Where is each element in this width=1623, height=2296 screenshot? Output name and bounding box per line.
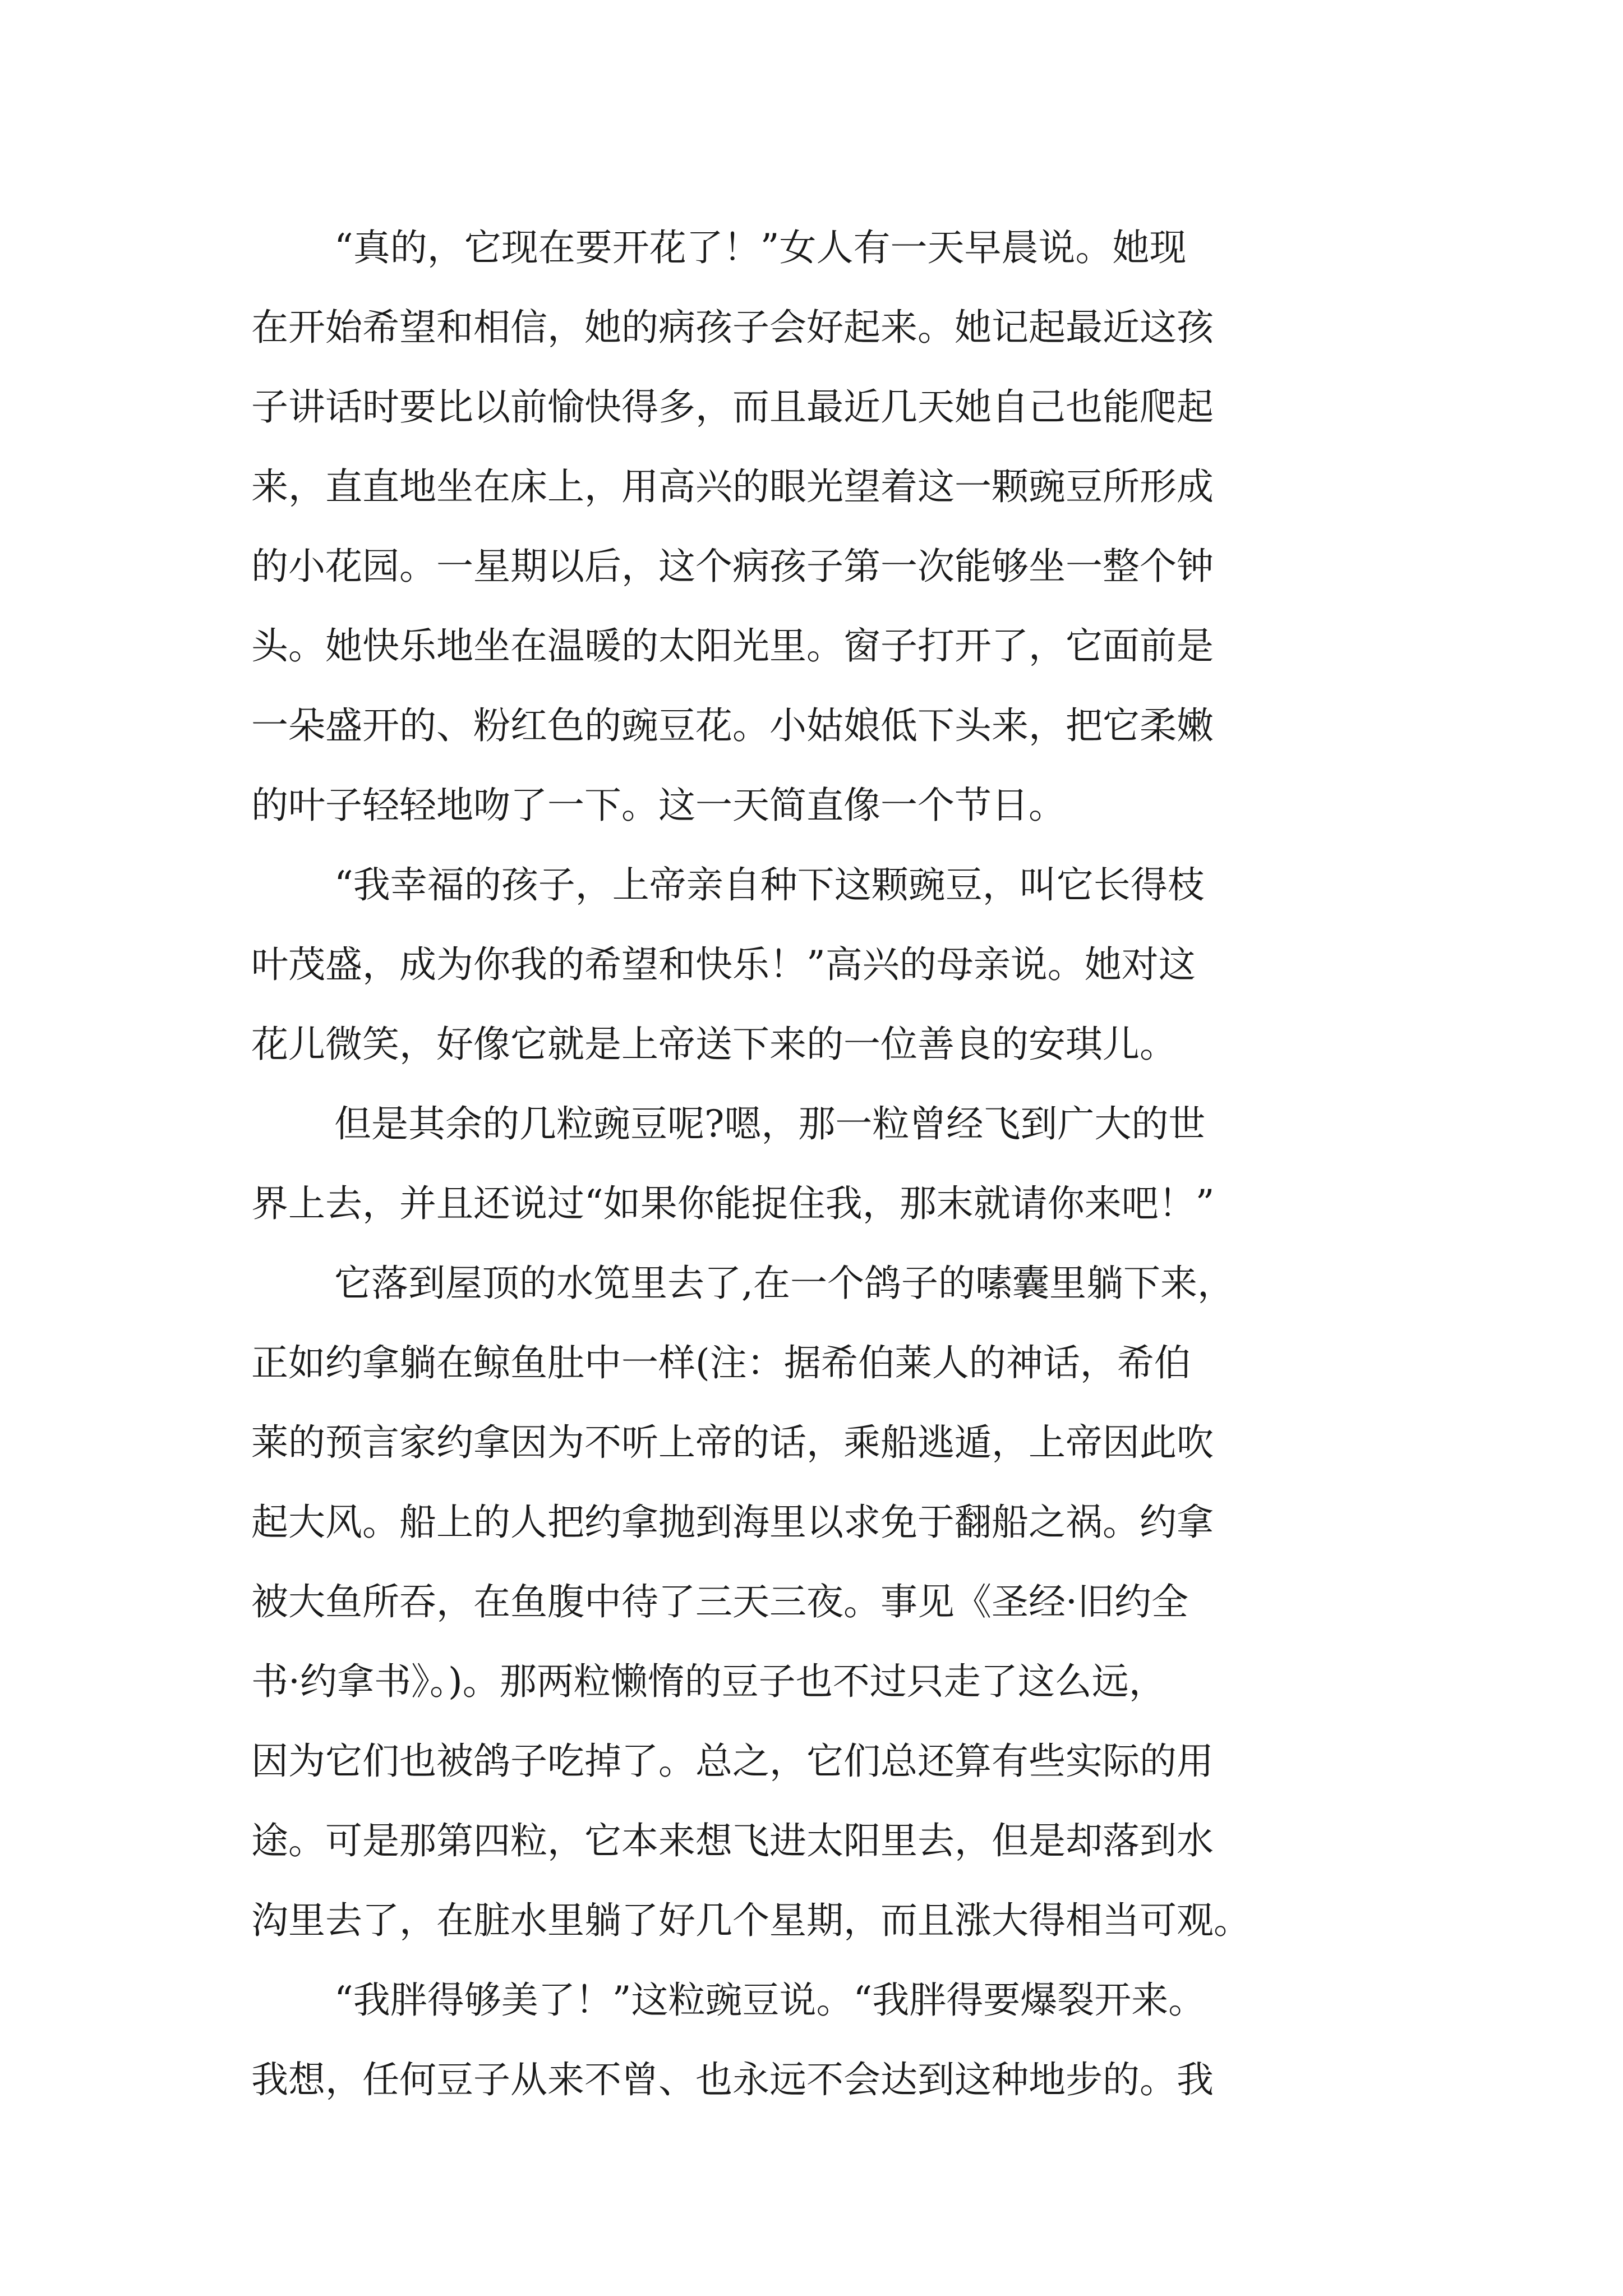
text-line: 途。可是那第四粒，它本来想飞进太阳里去，但是却落到水 [251,1819,1214,1862]
text-line: 莱的预言家约拿因为不听上帝的话，乘船逃遁，上帝因此吹 [251,1421,1214,1464]
text-line: 它落到屋顶的水笕里去了,在一个鸽子的嗉囊里躺下来， [334,1262,1234,1305]
text-line: “我胖得够美了！”这粒豌豆说。“我胖得要爆裂开来。 [334,1978,1206,2022]
text-line: “我幸福的孩子，上帝亲自种下这颗豌豆，叫它长得枝 [334,863,1205,907]
text-line: 花儿微笑，好像它就是上帝送下来的一位善良的安琪儿。 [251,1023,1177,1066]
text-line: 在开始希望和相信，她的病孩子会好起来。她记起最近这孩 [251,306,1214,349]
text-line: “真的，它现在要开花了！”女人有一天早晨说。她现 [334,226,1187,269]
text-line: 书·约拿书》。)。那两粒懒惰的豆子也不过只走了这么远， [251,1660,1166,1703]
text-line: 但是其余的几粒豌豆呢?嗯，那一粒曾经飞到广大的世 [334,1102,1206,1145]
text-line: 我想，任何豆子从来不曾、也永远不会达到这种地步的。我 [251,2058,1214,2101]
paragraph-1 [251,208,1407,845]
paragraph-5 [251,1961,1407,2120]
text-line: 起大风。船上的人把约拿抛到海里以求免于翻船之祸。约拿 [251,1501,1214,1544]
text-line: 的小花园。一星期以后，这个病孩子第一次能够坐一整个钟 [251,545,1214,588]
text-line: 正如约拿躺在鲸鱼肚中一样(注：据希伯莱人的神话，希伯 [251,1341,1191,1384]
paragraph-3 [251,1084,1407,1244]
paragraph-2 [251,845,1407,1084]
text-line: 的叶子轻轻地吻了一下。这一天简直像一个节日。 [251,784,1066,827]
text-line: 子讲话时要比以前愉快得多，而且最近几天她自己也能爬起 [251,385,1214,429]
text-line: 界上去，并且还说过“如果你能捉住我，那末就请你来吧！” [251,1182,1215,1225]
body-text [251,208,1407,2120]
text-line: 头。她快乐地坐在温暖的太阳光里。窗子打开了，它面前是 [251,624,1214,668]
text-line: 因为它们也被鸽子吃掉了。总之，它们总还算有些实际的用 [251,1740,1214,1783]
paragraph-4 [251,1244,1407,1961]
text-line: 叶茂盛，成为你我的希望和快乐！”高兴的母亲说。她对这 [251,943,1196,986]
text-line: 来，直直地坐在床上，用高兴的眼光望着这一颗豌豆所形成 [251,465,1214,508]
text-line: 一朵盛开的、粉红色的豌豆花。小姑娘低下头来，把它柔嫩 [251,704,1214,747]
text-line: 被大鱼所吞，在鱼腹中待了三天三夜。事见《圣经·旧约全 [251,1580,1188,1623]
text-line: 沟里去了，在脏水里躺了好几个星期，而且涨大得相当可观。 [251,1899,1251,1942]
